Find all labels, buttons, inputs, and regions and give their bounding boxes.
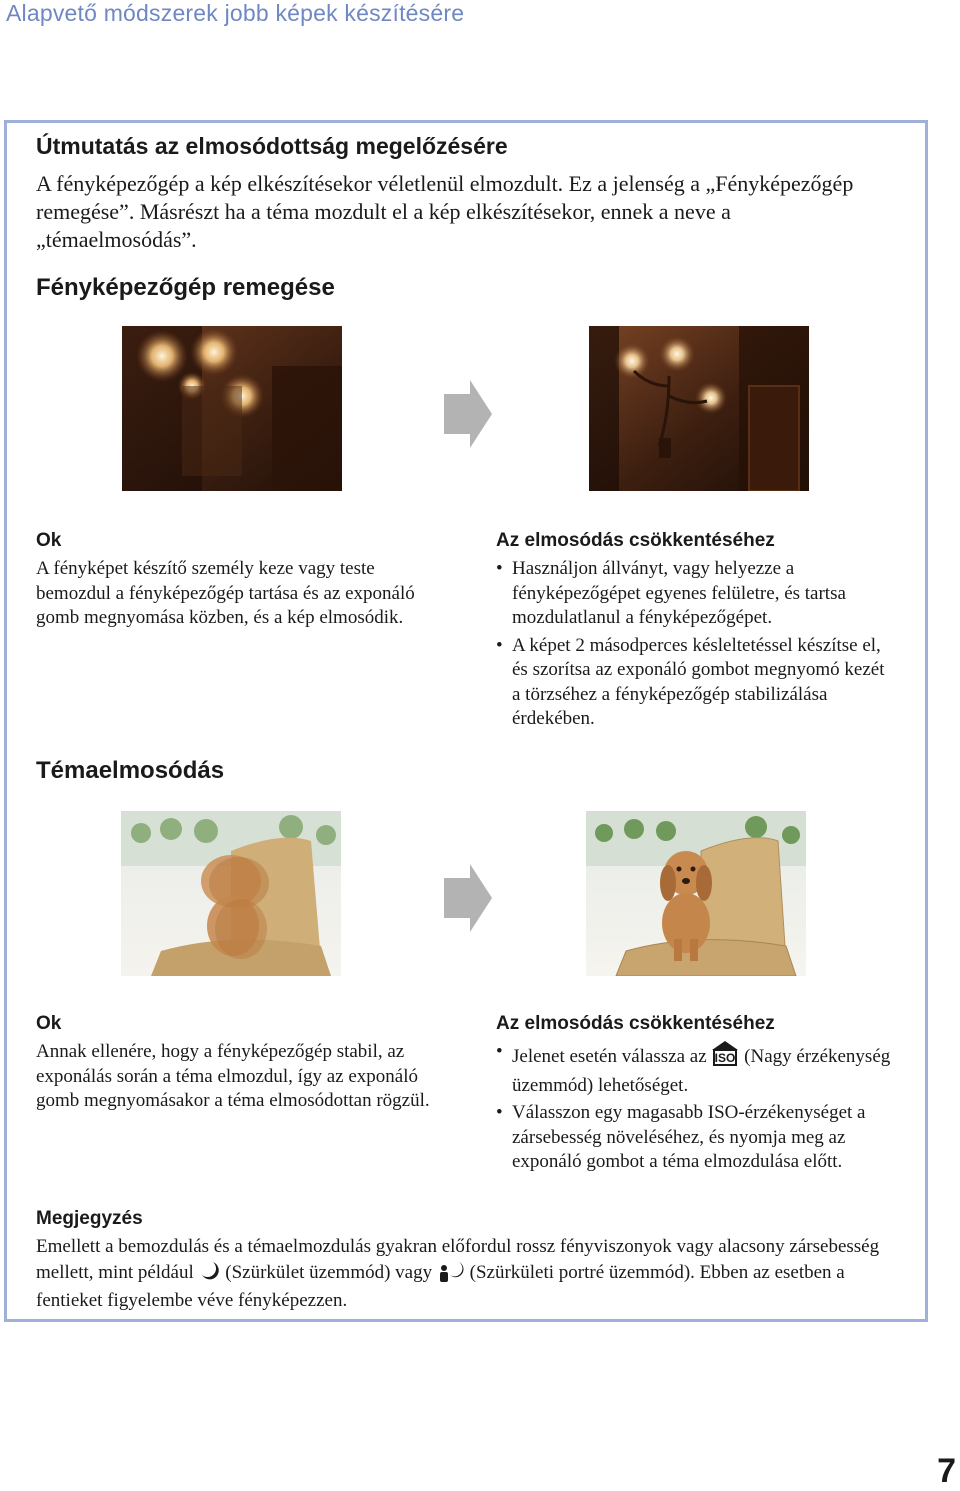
camera-shake-cause-text: A fényképet készítő személy keze vagy teste bemozdul a fényképezőgép tartása és az exponáló gomb megnyomása közben, és a kép elmosódik. xyxy=(36,558,415,628)
page-header: Alapvető módszerek jobb képek készítésére xyxy=(6,0,465,26)
subject-blur-fix-heading: Az elmosódás csökkentéséhez xyxy=(496,1013,775,1034)
section-intro: A fényképezőgép a kép elkészítésekor véletlenül elmozdult. Ez a jelenség a „Fényképezőgép remegése”. Másrészt ha a téma mozdult el a kép elkészítésekor, ennek a neve a „témaelmosódás”. xyxy=(36,171,854,252)
fix-item1-pre: Jelenet esetén válassza az xyxy=(512,1046,707,1067)
page-number: 7 xyxy=(937,1452,956,1490)
sharp-lamp-photo xyxy=(589,326,809,491)
camera-shake-cause-heading: Ok xyxy=(36,530,62,551)
subject-blur-cause-text: Annak ellenére, hogy a fényképezőgép stabil, az exponálás során a téma elmozdul, így az exponáló gomb megnyomásakor a téma elmosódottan rögzül. xyxy=(36,1041,430,1111)
list-item: • Használjon állványt, vagy helyezze a fényképezőgépet egyenes felületre, és tartsa mozdulatlanul a fényképezőgépet. xyxy=(496,557,896,631)
subject-blur-title: Témaelmosódás xyxy=(36,757,225,784)
list-item xyxy=(496,1040,896,1098)
camera-shake-fix-list xyxy=(496,557,896,735)
person-moon-icon xyxy=(437,1260,465,1290)
note-heading: Megjegyzés xyxy=(36,1208,143,1229)
subject-blur-fix-list xyxy=(496,1040,896,1178)
camera-shake-fix-heading: Az elmosódás csökkentéséhez xyxy=(496,530,775,551)
note-part1: Emellett a bemozdulás és a témaelmozdulás gyakran előfordul rossz fényviszonyok vagy alacsony zársebesség mellett, mint például xyxy=(36,1236,880,1283)
fix-item1-post: (Nagy érzékenység üzemmód) lehetőséget. xyxy=(512,1046,891,1096)
subject-blur-cause-heading: Ok xyxy=(36,1013,62,1034)
blurry-dog-photo xyxy=(121,811,341,976)
blurry-lamp-photo xyxy=(122,326,342,491)
sharp-dog-photo xyxy=(586,811,806,976)
note-part2: (Szürkület üzemmód) vagy xyxy=(225,1261,433,1283)
right-arrow-icon xyxy=(444,864,492,937)
note-part3: (Szürkületi portré üzemmód). Ebben az esetben a fentieket figyelembe véve fényképezzen. xyxy=(36,1261,845,1311)
list-item: • A képet 2 másodperces késleltetéssel készítse el, és szorítsa az exponáló gombot megnyomó kezét a törzséhez a fényképezőgép stabilizálása érdekében. xyxy=(496,634,896,732)
moon-icon xyxy=(199,1260,221,1290)
right-arrow-icon xyxy=(444,380,492,453)
camera-shake-title: Fényképezőgép remegése xyxy=(36,274,335,301)
svg-text:ISO: ISO xyxy=(715,1051,736,1065)
iso-scene-icon xyxy=(711,1040,739,1074)
list-item: • Válasszon egy magasabb ISO-érzékenységet a zársebesség növeléséhez, és nyomja meg az exponáló gombot a téma elmozdulása előtt. xyxy=(496,1101,896,1175)
note-text xyxy=(36,1235,896,1314)
section-title: Útmutatás az elmosódottság megelőzésére xyxy=(36,133,508,159)
